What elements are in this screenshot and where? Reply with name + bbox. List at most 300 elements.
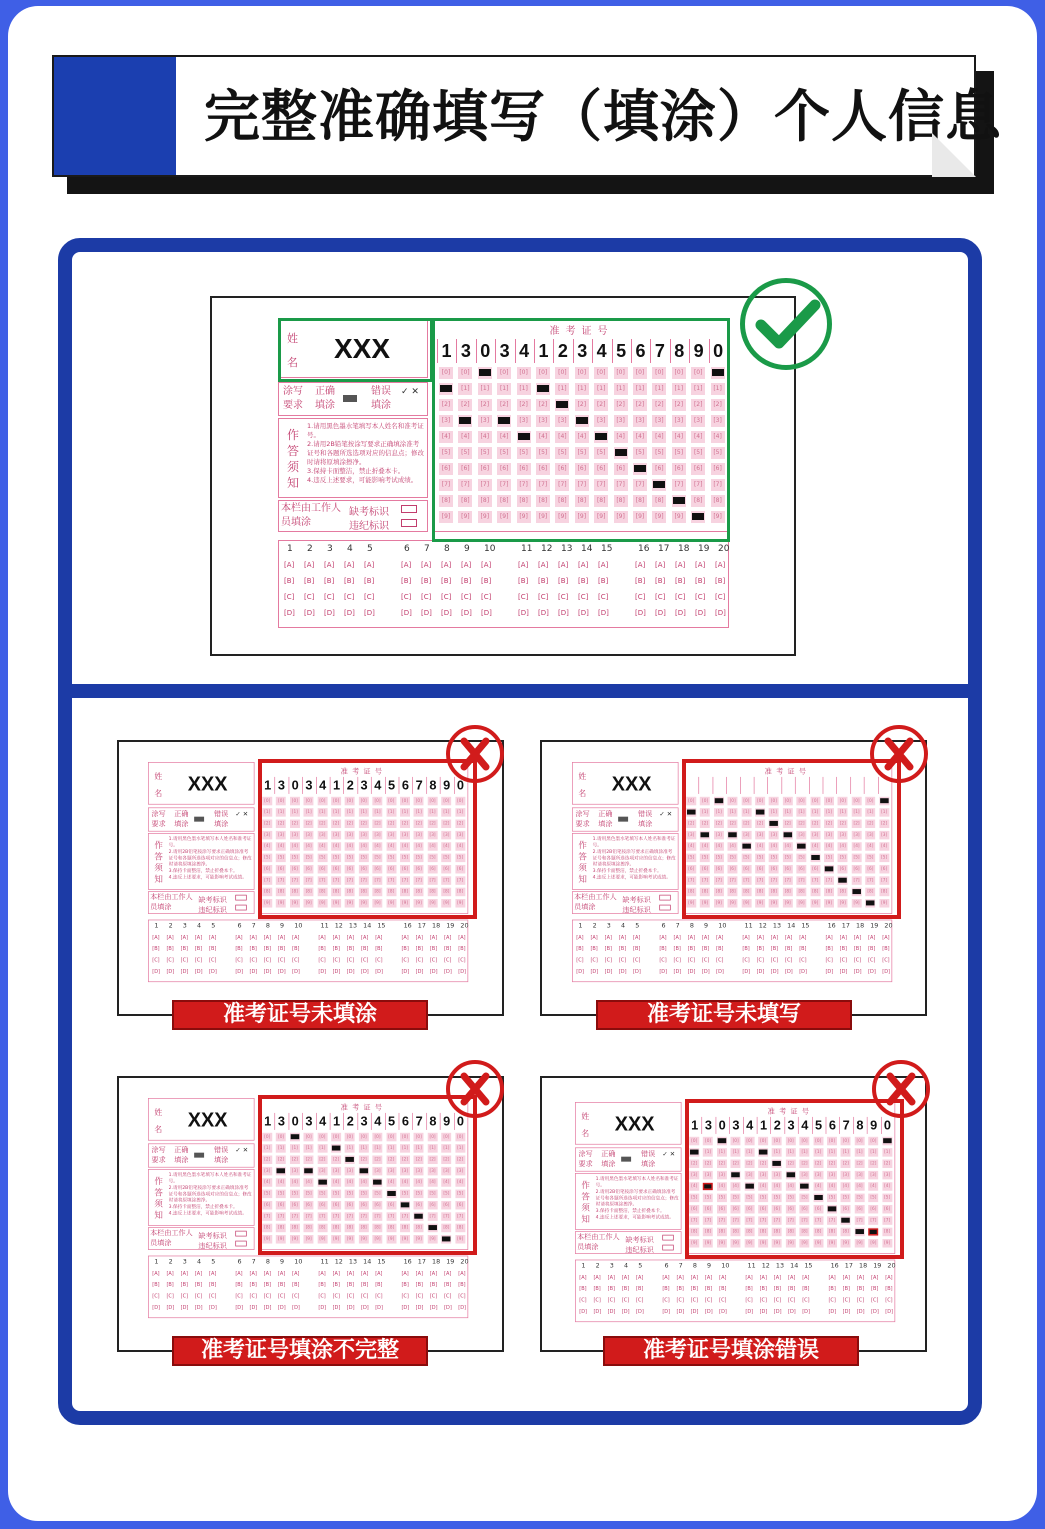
violation-bubble-icon <box>235 905 246 911</box>
answer-option: [B] <box>676 1285 684 1292</box>
answer-option: [B] <box>458 945 466 952</box>
question-number: 14 <box>787 922 796 930</box>
id-bubble: [1] <box>786 1148 796 1157</box>
answer-option: [D] <box>745 1308 754 1315</box>
id-bubble: [4] <box>439 431 453 443</box>
question-number: 19 <box>873 1262 882 1270</box>
answer-option: [A] <box>277 1270 286 1277</box>
id-bubble: [4] <box>865 842 875 851</box>
exam-id-digit: 4 <box>316 1113 329 1130</box>
answer-option: [C] <box>441 593 452 601</box>
id-bubble: [7] <box>689 1216 699 1225</box>
answer-option: [C] <box>690 1297 699 1303</box>
id-bubble: [7] <box>304 876 314 885</box>
id-bubble: [1] <box>331 808 341 817</box>
id-bubble: [3] <box>455 831 465 840</box>
id-bubble: [5] <box>304 1190 314 1199</box>
answer-option: [C] <box>415 957 424 963</box>
answer-option: [C] <box>788 1297 796 1303</box>
answer-option: [D] <box>458 968 466 975</box>
question-number: 11 <box>747 1262 756 1270</box>
answer-notice <box>278 418 428 498</box>
id-bubble: [1] <box>731 1148 741 1157</box>
id-bubble: [5] <box>575 447 589 459</box>
id-bubble: [2] <box>400 820 410 829</box>
answer-option: [B] <box>856 1285 865 1292</box>
answer-option: [A] <box>759 1274 767 1281</box>
id-bubble: [3] <box>703 1171 713 1180</box>
answer-option: [C] <box>292 957 300 963</box>
exam-id-digit: 5 <box>612 339 630 363</box>
id-bubble: [1] <box>478 383 492 395</box>
answer-option: [B] <box>441 577 452 585</box>
id-bubble: [7] <box>691 479 705 491</box>
answer-option: [D] <box>695 609 706 617</box>
exam-id-digit: 5 <box>385 777 398 794</box>
id-bubble: [7] <box>796 876 806 885</box>
answer-option: [C] <box>593 1297 601 1303</box>
answer-option: [A] <box>716 934 724 941</box>
question-number: 16 <box>403 922 412 930</box>
id-bubble: [5] <box>290 854 300 863</box>
id-bubble: [9] <box>810 899 820 908</box>
answer-option: [B] <box>558 577 569 585</box>
exam-id-digit: 1 <box>261 1113 274 1130</box>
answer-option: [C] <box>166 957 174 963</box>
answer-option: [D] <box>458 1304 466 1311</box>
answer-option: [A] <box>558 561 569 569</box>
exam-id-digit: 0 <box>454 777 467 794</box>
answer-option: [B] <box>209 945 217 952</box>
id-bubble: [8] <box>744 1228 754 1237</box>
answer-option: [B] <box>458 1281 466 1288</box>
req-label: 涂写要求 <box>151 1146 166 1165</box>
answer-option: [A] <box>318 1270 326 1277</box>
id-bubble: [6] <box>783 865 793 874</box>
answer-option: [A] <box>745 1274 753 1281</box>
answer-option: [A] <box>621 1274 630 1281</box>
answer-option: [D] <box>332 1304 341 1311</box>
id-bubble: [4] <box>331 842 341 851</box>
id-bubble: [3] <box>744 1171 754 1180</box>
name-highlight <box>278 318 433 382</box>
answer-option: [A] <box>401 934 409 941</box>
answer-option: [A] <box>662 1274 670 1281</box>
id-bubble: [5] <box>717 1194 727 1203</box>
notice-label: 作答须知 <box>578 840 587 885</box>
answer-option: [B] <box>429 945 438 952</box>
question-number: 10 <box>294 1258 303 1266</box>
answer-option: [C] <box>828 1297 836 1303</box>
id-bubble: [7] <box>783 876 793 885</box>
answer-option: [C] <box>332 957 340 963</box>
id-bubble: [1] <box>594 383 608 395</box>
question-number: 11 <box>320 1258 329 1266</box>
exam-id-digit: 0 <box>476 339 494 363</box>
answer-option: [B] <box>401 1281 409 1288</box>
question-number: 6 <box>237 922 242 930</box>
id-bubble: [2] <box>755 820 765 829</box>
id-bubble: [8] <box>386 888 396 897</box>
answer-area <box>148 920 468 982</box>
id-bubble: [5] <box>728 854 738 863</box>
id-bubble: [3] <box>414 1167 424 1176</box>
answer-option: [C] <box>461 593 472 601</box>
answer-option: [D] <box>655 609 666 617</box>
id-bubble: [5] <box>868 1194 878 1203</box>
answer-option: [B] <box>166 945 174 952</box>
id-bubble: [7] <box>372 876 382 885</box>
id-bubble: [0] <box>786 1137 796 1146</box>
question-number: 2 <box>168 922 173 930</box>
id-bubble: [6] <box>359 1201 369 1210</box>
question-number: 2 <box>168 1258 173 1266</box>
id-bubble: [3] <box>838 831 848 840</box>
id-bubble: [9] <box>689 1239 699 1248</box>
answer-option: [B] <box>277 1281 286 1288</box>
question-number: 9 <box>280 922 285 930</box>
question-number: 18 <box>856 922 865 930</box>
id-bubble: [8] <box>786 1228 796 1237</box>
answer-option: [D] <box>770 968 779 975</box>
id-bubble: [0] <box>458 367 472 379</box>
req-wrong: 错误填涂 <box>371 386 391 411</box>
id-bubble: [8] <box>478 495 492 507</box>
id-bubble: [9] <box>633 511 647 523</box>
id-bubble: [3] <box>441 831 451 840</box>
cross-icon-glyph <box>450 1064 500 1114</box>
answer-option: [C] <box>249 1293 257 1299</box>
id-bubble: [2] <box>799 1160 809 1169</box>
id-bubble: [9] <box>304 1235 314 1244</box>
id-bubble: [6] <box>731 1205 741 1214</box>
answer-option: [D] <box>675 609 686 617</box>
id-bubble: [9] <box>852 899 862 908</box>
cross-icon <box>446 725 504 783</box>
answer-option: [A] <box>346 934 355 941</box>
header <box>52 55 1002 177</box>
id-bubble: [0] <box>400 1133 410 1142</box>
id-bubble: [7] <box>731 1216 741 1225</box>
answer-option: [B] <box>785 945 793 952</box>
answer-option: [A] <box>180 1270 188 1277</box>
id-bubble: [4] <box>400 842 410 851</box>
id-bubble: [7] <box>345 876 355 885</box>
question-number: 1 <box>578 922 583 930</box>
id-bubble: [6] <box>689 1205 699 1214</box>
id-bubble: [1] <box>345 1144 355 1153</box>
id-bubble: [7] <box>439 479 453 491</box>
id-bubble: [6] <box>428 1201 438 1210</box>
id-bubble: [6] <box>700 865 710 874</box>
answer-option: [C] <box>621 1297 630 1303</box>
id-bubble: [9] <box>276 899 286 908</box>
answer-option: [C] <box>375 957 383 963</box>
id-bubble: [0] <box>359 1133 369 1142</box>
question-number: 17 <box>658 544 670 554</box>
id-bubble: [9] <box>331 1235 341 1244</box>
id-bubble: [3] <box>400 831 410 840</box>
id-bubble: [3] <box>455 1167 465 1176</box>
id-bubble: [1] <box>517 383 531 395</box>
id-bubble: [0] <box>386 1133 396 1142</box>
id-bubble: [7] <box>799 1216 809 1225</box>
id-bubble: [2] <box>711 399 725 411</box>
answer-option: [B] <box>618 945 627 952</box>
id-bubble: [7] <box>455 876 465 885</box>
question-number: 7 <box>251 922 256 930</box>
staff-section <box>575 1231 682 1254</box>
answer-option: [B] <box>364 577 375 585</box>
answer-option: [A] <box>364 561 375 569</box>
id-bubble: [0] <box>276 797 286 806</box>
id-bubble: [6] <box>290 1201 300 1210</box>
id-bubble: [8] <box>838 888 848 897</box>
answer-option: [D] <box>659 968 668 975</box>
exam-id-digit: 2 <box>771 1117 784 1134</box>
id-bubble: [7] <box>813 1216 823 1225</box>
answer-option: [D] <box>842 1308 851 1315</box>
answer-option: [B] <box>842 1285 850 1292</box>
id-bubble: [3] <box>345 1167 355 1176</box>
answer-option: [C] <box>825 957 833 963</box>
answer-option: [B] <box>346 1281 355 1288</box>
id-bubble: [0] <box>827 1137 837 1146</box>
id-bubble: [0] <box>741 797 751 806</box>
id-bubble: [7] <box>728 876 738 885</box>
id-bubble: [5] <box>879 854 889 863</box>
answer-option: [C] <box>578 593 589 601</box>
id-bubble: [4] <box>855 1182 865 1191</box>
answer-option: [B] <box>576 945 584 952</box>
question-number: 3 <box>609 1262 614 1270</box>
answer-option: [A] <box>604 934 612 941</box>
answer-option: [B] <box>518 577 529 585</box>
id-bubble: [8] <box>428 888 438 897</box>
id-bubble: [0] <box>744 1137 754 1146</box>
exam-id-digit: 4 <box>515 339 533 363</box>
answer-option: [D] <box>332 968 341 975</box>
answer-option: [A] <box>292 1270 300 1277</box>
id-bubble: [8] <box>711 495 725 507</box>
id-bubble: [3] <box>359 831 369 840</box>
id-bubble: [8] <box>290 888 300 897</box>
answer-option: [C] <box>364 593 375 601</box>
id-bubble: [3] <box>855 1171 865 1180</box>
answer-option: [C] <box>770 957 779 963</box>
id-bubble: [6] <box>852 865 862 874</box>
id-bubble: [6] <box>672 463 686 475</box>
id-bubble: [6] <box>686 865 696 874</box>
id-bubble: [4] <box>728 842 738 851</box>
id-bubble: [0] <box>672 367 686 379</box>
id-bubble: [1] <box>772 1148 782 1157</box>
id-bubble: [8] <box>290 1224 300 1233</box>
id-bubble: [3] <box>614 415 628 427</box>
answer-option: [A] <box>304 561 315 569</box>
id-bubble: [8] <box>799 1228 809 1237</box>
answer-option: [C] <box>636 1297 644 1303</box>
id-bubble: [1] <box>304 808 314 817</box>
answer-option: [B] <box>263 1281 272 1288</box>
exam-id-digit: 1 <box>534 339 552 363</box>
id-bubble: [5] <box>703 1194 713 1203</box>
id-bubble: [5] <box>497 447 511 459</box>
answer-option: [C] <box>344 593 355 601</box>
id-bubble: [8] <box>400 888 410 897</box>
id-bubble: [6] <box>386 865 396 874</box>
id-bubble: [4] <box>331 1178 341 1187</box>
answer-option: [A] <box>458 934 466 941</box>
id-bubble: [3] <box>331 831 341 840</box>
answer-option: [B] <box>579 1285 587 1292</box>
staff-label: 本栏由工作人员填涂 <box>574 893 617 912</box>
id-bubble: [0] <box>441 797 451 806</box>
id-bubble: [9] <box>304 899 314 908</box>
answer-option: [C] <box>429 1293 438 1299</box>
answer-option: [B] <box>716 945 724 952</box>
id-bubble: [7] <box>758 1216 768 1225</box>
fill-requirement <box>575 1147 682 1171</box>
answer-option: [A] <box>194 934 203 941</box>
id-bubble: [2] <box>400 1156 410 1165</box>
answer-option: [B] <box>152 1281 160 1288</box>
id-bubble: [2] <box>841 1160 851 1169</box>
exam-id-digit: 3 <box>302 777 315 794</box>
answer-option: [D] <box>839 968 848 975</box>
exam-id-digit: 2 <box>344 1113 357 1130</box>
id-bubble: [2] <box>703 1160 713 1169</box>
question-number: 4 <box>347 544 353 554</box>
answer-option: [D] <box>799 968 807 975</box>
answer-option: [A] <box>704 1274 713 1281</box>
id-bubble: [7] <box>769 876 779 885</box>
absent-bubble-icon <box>662 1235 673 1241</box>
id-bubble: [0] <box>783 797 793 806</box>
id-bubble: [0] <box>517 367 531 379</box>
answer-option: [B] <box>263 945 272 952</box>
id-bubble: [2] <box>865 820 875 829</box>
question-number: 8 <box>689 922 694 930</box>
question-number: 1 <box>154 922 159 930</box>
id-bubble: [8] <box>810 888 820 897</box>
id-bubble: [9] <box>359 1235 369 1244</box>
id-bubble: [1] <box>304 1144 314 1153</box>
id-bubble: [4] <box>652 431 666 443</box>
id-bubble: [3] <box>386 831 396 840</box>
answer-option: [C] <box>235 957 243 963</box>
id-bubble: [0] <box>428 1133 438 1142</box>
answer-option: [C] <box>209 957 217 963</box>
answer-option: [D] <box>429 1304 438 1311</box>
answer-option: [B] <box>249 945 257 952</box>
id-bubble: [3] <box>536 415 550 427</box>
answer-option: [A] <box>885 1274 893 1281</box>
id-bubble: [3] <box>276 831 286 840</box>
id-bubble: [9] <box>731 1239 741 1248</box>
question-number: 9 <box>707 1262 712 1270</box>
id-bubble: [0] <box>772 1137 782 1146</box>
wrong-label-1: 准考证号未填涂 <box>172 1000 428 1030</box>
id-bubble: [5] <box>741 854 751 863</box>
id-bubble: [6] <box>703 1205 713 1214</box>
answer-option: [A] <box>853 934 862 941</box>
answer-option: [D] <box>788 1308 796 1315</box>
id-bubble: [4] <box>441 842 451 851</box>
answer-option: [D] <box>621 1308 630 1315</box>
id-bubble: [8] <box>400 1224 410 1233</box>
answer-option: [B] <box>318 945 326 952</box>
id-bubble: [0] <box>758 1137 768 1146</box>
id-bubble: [6] <box>276 1201 286 1210</box>
page-curl-icon <box>932 133 976 177</box>
id-bubble: [6] <box>497 463 511 475</box>
id-bubble: [0] <box>594 367 608 379</box>
id-bubble: [2] <box>441 1156 451 1165</box>
id-bubble: [1] <box>400 808 410 817</box>
answer-option: [D] <box>716 968 724 975</box>
answer-option: [C] <box>756 957 764 963</box>
question-number: 15 <box>801 922 810 930</box>
answer-option: [C] <box>839 957 848 963</box>
id-bubble: [8] <box>331 1224 341 1233</box>
id-bubble: [4] <box>633 431 647 443</box>
id-bubble: [2] <box>317 1156 327 1165</box>
id-bubble: [2] <box>386 820 396 829</box>
id-bubble: [6] <box>769 865 779 874</box>
answer-option: [B] <box>704 1285 713 1292</box>
id-bubble: [1] <box>276 1144 286 1153</box>
req-wrong: 错误填涂 <box>214 1146 229 1165</box>
id-bubble: [2] <box>813 1160 823 1169</box>
id-bubble: [9] <box>400 1235 410 1244</box>
absent-mark-label: 缺考标识 <box>622 896 651 904</box>
id-bubble: [6] <box>331 1201 341 1210</box>
answer-option: [B] <box>655 577 666 585</box>
answer-option: [B] <box>324 577 335 585</box>
id-bubble: [1] <box>652 383 666 395</box>
answer-option: [C] <box>263 957 272 963</box>
id-bubble: [6] <box>331 865 341 874</box>
id-bubble: [2] <box>386 1156 396 1165</box>
answer-option: [D] <box>676 1308 685 1315</box>
id-bubble: [9] <box>772 1239 782 1248</box>
answer-option: [A] <box>618 934 627 941</box>
question-number: 4 <box>196 1258 202 1266</box>
id-bubble: [0] <box>276 1133 286 1142</box>
id-bubble: [7] <box>827 1216 837 1225</box>
answer-option: [A] <box>429 1270 438 1277</box>
violation-mark-label: 违纪标识 <box>198 1242 227 1250</box>
id-bubble: [9] <box>652 511 666 523</box>
answer-option: [D] <box>607 1308 616 1315</box>
id-bubble: [1] <box>372 808 382 817</box>
id-bubble: [9] <box>783 899 793 908</box>
id-bubble: [6] <box>879 865 889 874</box>
exam-id-digit: 3 <box>275 1113 288 1130</box>
id-bubble: [0] <box>345 1133 355 1142</box>
id-bubble: [3] <box>652 415 666 427</box>
answer-option: [C] <box>180 957 189 963</box>
id-bubble: [9] <box>317 899 327 908</box>
id-bubble: [7] <box>428 1212 438 1221</box>
id-bubble: [1] <box>414 1144 424 1153</box>
answer-option: [D] <box>152 1304 160 1311</box>
id-bubble: [1] <box>359 808 369 817</box>
id-bubble: [4] <box>400 1178 410 1187</box>
answer-area <box>575 1260 895 1322</box>
staff-label: 本栏由工作人员填涂 <box>577 1233 620 1252</box>
